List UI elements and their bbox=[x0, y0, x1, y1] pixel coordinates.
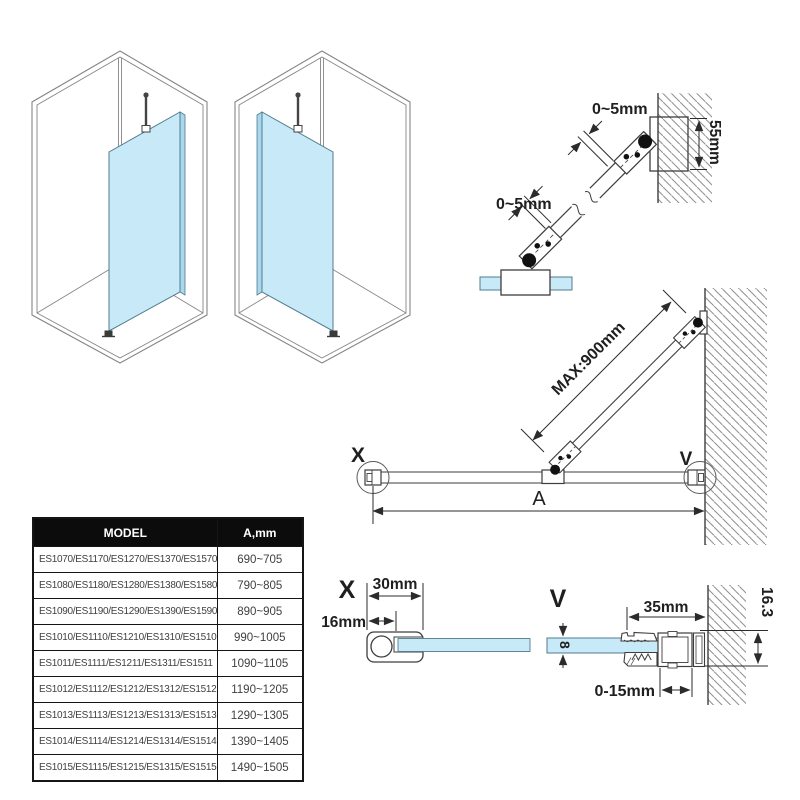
wall-hatch bbox=[705, 288, 767, 545]
table-row bbox=[33, 703, 303, 729]
table-row bbox=[33, 573, 303, 599]
rod-glass-connector bbox=[142, 126, 150, 133]
model-cell: ES1010/ES1110/ES1210/ES1310/ES1510 bbox=[33, 625, 217, 651]
round-bar-section bbox=[371, 636, 392, 657]
width-label: A bbox=[532, 488, 546, 510]
glass-section bbox=[398, 639, 530, 652]
gap-tick bbox=[578, 137, 608, 167]
model-cell: ES1012/ES1112/ES1212/ES1312/ES1512 bbox=[33, 677, 217, 703]
wall-channel bbox=[694, 633, 705, 667]
glass-plan bbox=[379, 472, 697, 483]
glass-panel bbox=[262, 112, 333, 331]
range-cell: 990~1005 bbox=[217, 625, 303, 651]
gap-bottom-label: 0~5mm bbox=[496, 196, 552, 213]
range-cell: 1490~1505 bbox=[217, 755, 303, 782]
x-marker-label: X bbox=[350, 444, 366, 467]
range-cell: 1090~1105 bbox=[217, 651, 303, 677]
profile-notch bbox=[668, 663, 677, 668]
range-cell: 890~905 bbox=[217, 599, 303, 625]
height-label: 16.3 bbox=[758, 587, 775, 618]
table-row bbox=[33, 651, 303, 677]
offset-label: 16mm bbox=[321, 614, 366, 631]
wall-hatch bbox=[708, 585, 746, 705]
model-cell: ES1013/ES1113/ES1213/ES1313/ES1513 bbox=[33, 703, 217, 729]
model-cell: ES1015/ES1115/ES1215/ES1315/ES1515 bbox=[33, 755, 217, 782]
iso-view-left bbox=[32, 51, 207, 363]
profile-notch bbox=[668, 632, 677, 637]
plan-view bbox=[351, 288, 767, 545]
table-row bbox=[33, 755, 303, 782]
range-cell: 1390~1405 bbox=[217, 729, 303, 755]
width-label: 35mm bbox=[643, 599, 689, 616]
floor-bracket bbox=[330, 331, 338, 337]
gap-tick bbox=[584, 131, 614, 161]
model-cell: ES1090/ES1190/ES1290/ES1390/ES1590 bbox=[33, 599, 217, 625]
glass-thickness-label: 8 bbox=[557, 641, 573, 649]
model-cell: ES1070/ES1170/ES1270/ES1370/ES1570 bbox=[33, 547, 217, 573]
glass-panel-edge bbox=[257, 112, 262, 295]
rod-glass-connector bbox=[294, 126, 302, 133]
top-jaw bbox=[621, 633, 657, 642]
wall-hatch bbox=[658, 93, 712, 203]
range-cell: 1290~1305 bbox=[217, 703, 303, 729]
adjust-label: 0-15mm bbox=[594, 683, 655, 700]
glass-panel bbox=[109, 112, 180, 331]
detail-x bbox=[321, 576, 530, 662]
profile-body bbox=[658, 633, 692, 667]
model-cell: ES1011/ES1111/ES1211/ES1311/ES1511 bbox=[33, 651, 217, 677]
table-row bbox=[33, 729, 303, 755]
range-cell: 690~705 bbox=[217, 547, 303, 573]
glass-panel-edge bbox=[180, 112, 185, 295]
table-header-model: MODEL bbox=[33, 518, 217, 547]
bracket-detail bbox=[480, 93, 723, 295]
detail-v-title: V bbox=[549, 585, 567, 613]
support-bar bbox=[487, 100, 657, 270]
table-row bbox=[33, 677, 303, 703]
glass-clamp bbox=[501, 270, 550, 295]
model-cell: ES1014/ES1114/ES1214/ES1314/ES1514 bbox=[33, 729, 217, 755]
max-bar-label: MAX:900mm bbox=[548, 318, 629, 399]
spec-table bbox=[32, 517, 304, 782]
v-marker-label: V bbox=[679, 449, 693, 470]
bottom-jaw bbox=[624, 653, 657, 667]
floor-bracket bbox=[105, 331, 113, 337]
iso-view-right bbox=[235, 51, 410, 363]
dim-tick bbox=[663, 290, 686, 313]
table-header-amm: A,mm bbox=[217, 518, 303, 547]
detail-v bbox=[547, 585, 775, 705]
width-label: 30mm bbox=[372, 576, 418, 593]
detail-x-title: X bbox=[338, 576, 356, 604]
range-cell: 1190~1205 bbox=[217, 677, 303, 703]
plate-height-label: 55mm bbox=[706, 120, 723, 165]
model-cell: ES1080/ES1180/ES1280/ES1380/ES1580 bbox=[33, 573, 217, 599]
gap-top-label: 0~5mm bbox=[592, 101, 648, 118]
table-header-row bbox=[33, 518, 303, 547]
table-row bbox=[33, 547, 303, 573]
table-row bbox=[33, 599, 303, 625]
range-cell: 790~805 bbox=[217, 573, 303, 599]
table-row bbox=[33, 625, 303, 651]
end-profile-v bbox=[688, 470, 705, 485]
